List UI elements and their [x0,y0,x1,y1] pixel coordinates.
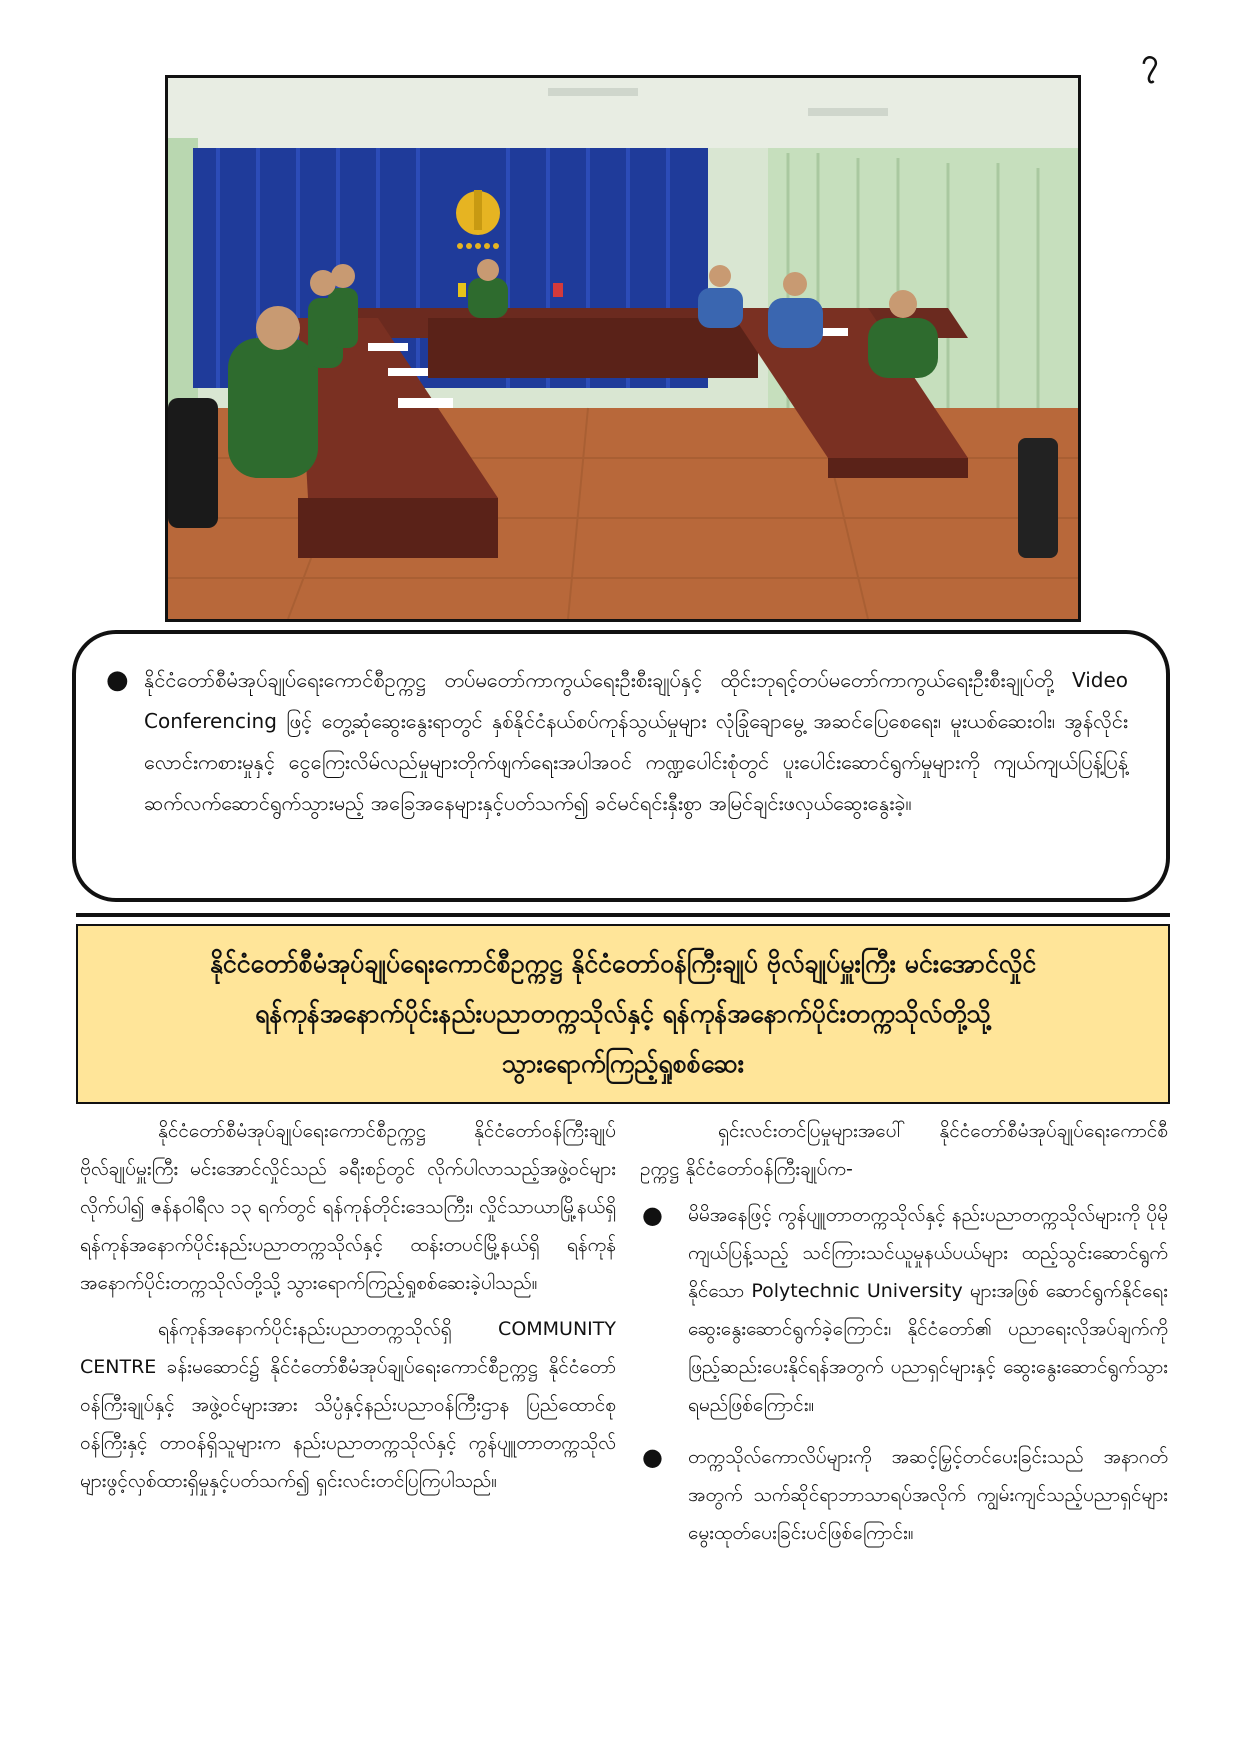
headline-line-2: ရန်ကုန်အနောက်ပိုင်းနည်းပညာတက္ကသိုလ်နှင့် ရန်ကုန်အနောက်ပိုင်းတက္ကသိုလ်တို့သို့ [255,999,991,1028]
right-bullet-list [640,1196,1168,1552]
list-item [640,1196,1168,1424]
right-bullet-1: မိမိအနေဖြင့် ကွန်ပျူတာတက္ကသိုလ်နှင့် နည်းပညာတက္ကသိုလ်များကို ပိုမိုကျယ်ပြန့်သည့် သင်ကြားသင်ယူမှုနယ်ပယ်များ ထည့်သွင်းဆောင်ရွက်နိုင်သော Polytechnic University များအဖြစ် ဆောင်ရွက်နိုင်ရေး ဆွေးနွေးဆောင်ရွက်ခဲ့ကြောင်း၊ နိုင်ငံတော်၏ ပညာရေးလိုအပ်ချက်ကို ဖြည့်ဆည်းပေးနိုင်ရန်အတွက် ပညာရှင်များနှင့် ဆွေးနွေးဆောင်ရွက်သွားရမည်ဖြစ်ကြောင်း။ [688,1204,1168,1416]
bullet-icon: ● [106,665,129,695]
highlight-list [106,660,1128,824]
headline [210,939,1036,1089]
headline-line-1: နိုင်ငံတော်စီမံအုပ်ချုပ်ရေးကောင်စီဥက္ကဋ္ဌ နိုင်ငံတော်ဝန်ကြီးချုပ် ဗိုလ်ချုပ်မှူးကြီး မင်းအောင်လှိုင် [209,949,1037,978]
left-paragraph-1: နိုင်ငံတော်စီမံအုပ်ချုပ်ရေးကောင်စီဥက္ကဋ္ဌ နိုင်ငံတော်ဝန်ကြီးချုပ် ဗိုလ်ချုပ်မှူးကြီး မင်းအောင်လှိုင်သည် ခရီးစဉ်တွင် လိုက်ပါလာသည့်အဖွဲ့ဝင်များလိုက်ပါ၍ ဇန်နဝါရီလ ၁၃ ရက်တွင် ရန်ကုန်တိုင်းဒေသကြီး၊ လှိုင်သာယာမြို့နယ်ရှိ ရန်ကုန်အနောက်ပိုင်းနည်းပညာတက္ကသိုလ်နှင့် ထန်းတပင်မြို့နယ်ရှိ ရန်ကုန်အနောက်ပိုင်းတက္ကသိုလ်တို့သို့ သွားရောက်ကြည့်ရှုစစ်ဆေးခဲ့ပါသည်။ [80,1120,616,1294]
highlight-text: နိုင်ငံတော်စီမံအုပ်ချုပ်ရေးကောင်စီဥက္ကဋ္ဌ တပ်မတော်ကာကွယ်ရေးဦးစီးချုပ်နှင့် ထိုင်းဘုရင့်တပ်မတော်ကာကွယ်ရေးဦးစီးချုပ်တို့ Video Conferencing ဖြင့် တွေ့ဆုံဆွေးနွေးရာတွင် နှစ်နိုင်ငံနယ်စပ်ကုန်သွယ်မှုများ လုံခြုံချောမွေ့ အဆင်ပြေစေရေး၊ မူးယစ်ဆေးဝါး၊ အွန်လိုင်းလောင်းကစားမှုနှင့် ငွေကြေးလိမ်လည်မှုများတိုက်ဖျက်ရေးအပါအဝင် ကဏ္ဍပေါင်းစုံတွင် ပူးပေါင်းဆောင်ရွက်မှုများကို ကျယ်ကျယ်ပြန့်ပြန့် ဆက်လက်ဆောင်ရွက်သွားမည့် အခြေအနေများနှင့်ပတ်သက်၍ ခင်မင်ရင်းနှီးစွာ အမြင်ချင်းဖလှယ်ဆွေးနွေးခဲ့။ [144,668,1128,815]
highlight-item [106,660,1128,824]
right-bullet-2: တက္ကသိုလ်ကောလိပ်များကို အဆင့်မြှင့်တင်ပေးခြင်းသည် အနာဂတ်အတွက် သက်ဆိုင်ရာဘာသာရပ်အလိုက် ကျွမ်းကျင်သည့်ပညာရှင်များ မွေးထုတ်ပေးခြင်းပင်ဖြစ်ကြောင်း။ [688,1446,1168,1544]
right-intro: ရှင်းလင်းတင်ပြမှုများအပေါ် နိုင်ငံတော်စီမံအုပ်ချုပ်ရေးကောင်စီဥက္ကဋ္ဌ နိုင်ငံတော်ဝန်ကြီးချုပ်က- [640,1120,1168,1180]
headline-box [76,924,1170,1104]
right-column [640,1112,1168,1566]
highlight-box [72,630,1170,902]
meeting-photo [165,75,1081,622]
left-paragraph-2: ရန်ကုန်အနောက်ပိုင်းနည်းပညာတက္ကသိုလ်ရှိ COMMUNITY CENTRE ခန်းမဆောင်၌ နိုင်ငံတော်စီမံအုပ်ချုပ်ရေးကောင်စီဥက္ကဋ္ဌ နိုင်ငံတော်ဝန်ကြီးချုပ်နှင့် အဖွဲ့ဝင်များအား သိပ္ပံနှင့်နည်းပညာဝန်ကြီးဌာန ပြည်ထောင်စုဝန်ကြီးနှင့် တာဝန်ရှိသူများက နည်းပညာတက္ကသိုလ်နှင့် ကွန်ပျူတာတက္ကသိုလ်များဖွင့်လှစ်ထားရှိမှုနှင့်ပတ်သက်၍ ရှင်းလင်းတင်ပြကြပါသည်။ [80,1318,616,1492]
bullet-icon: ● [642,1443,663,1471]
photo-icon [168,78,1078,619]
left-column [80,1112,616,1508]
section-divider [76,913,1170,917]
page-number: ၇ [1141,43,1159,78]
headline-line-3: သွားရောက်ကြည့်ရှုစစ်ဆေး [502,1049,744,1078]
list-item [640,1438,1168,1552]
bullet-icon: ● [642,1201,663,1229]
